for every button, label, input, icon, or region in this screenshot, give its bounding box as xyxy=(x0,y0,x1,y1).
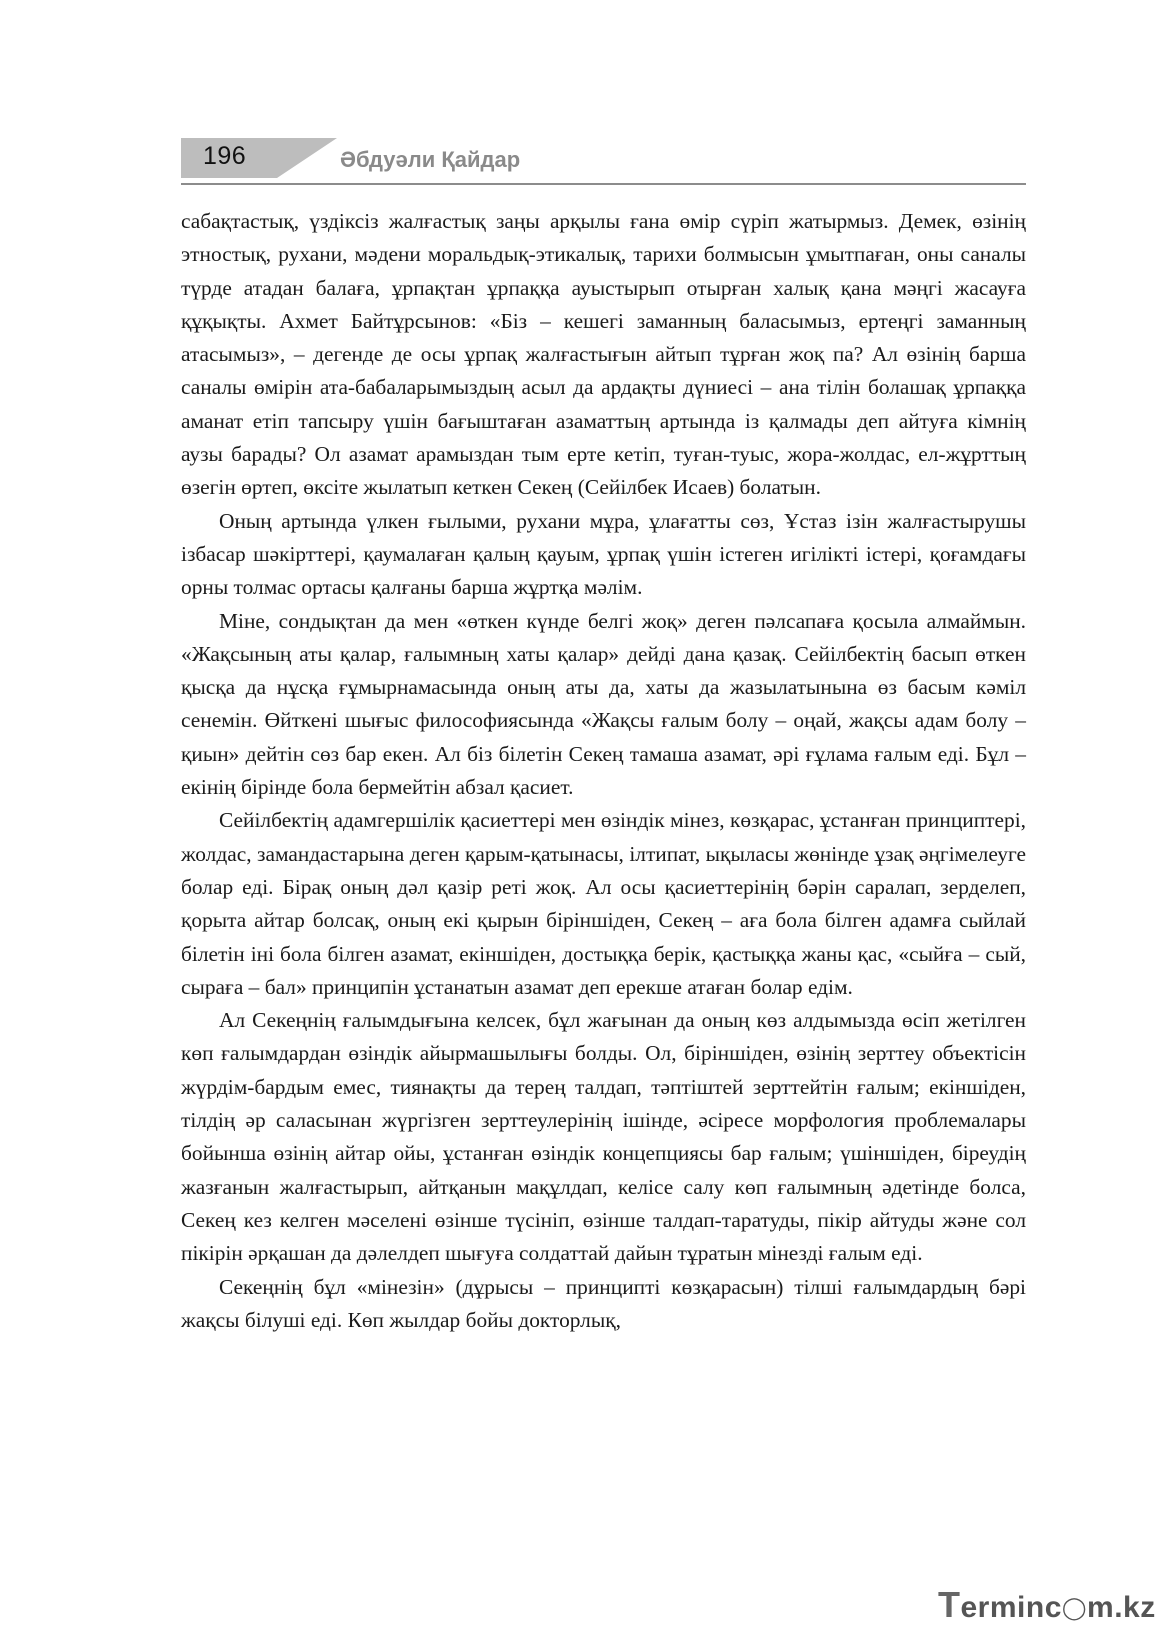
paragraph-3: Міне, сондықтан да мен «өткен күнде белгі жоқ» деген пәлсапаға қосыла алмаймын. «Жақсының аты қалар, ғалымның хаты қалар» дейді дана қазақ. Сейілбектің басып өткен қысқа да нұсқа ғұмырнамасында оның аты да, хаты да жазылатынына өз басым кәміл сенемін. Өйткені шығыс философиясында «Жақсы ғалым болу – оңай, жақсы адам болу – қиын» дейтін сөз бар екен. Ал біз білетін Секең тамаша азамат, әрі ғұлама ғалым еді. Бұл – екінің бірінде бола бермейтін абзал қасиет. xyxy=(181,608,1026,800)
watermark-tail: m.kz xyxy=(1087,1591,1156,1624)
watermark-rest: erminc xyxy=(960,1591,1062,1624)
paragraph-4: Сейілбектің адамгершілік қасиеттері мен өзіндік мінез, көзқарас, ұстанған принциптері, жолдас, замандастарына деген қарым-қатынасы, ілтипат, ықыласы жөнінде ұзақ әңгімелеуге болар еді. Бірақ оның дәл қазір реті жоқ. Ал осы қасиеттерінің бәрін саралап, зерделеп, қорыта айтар болсақ, оның екі қырын біріншіден, Секең – аға бола білген адамға сыйлай білетін іні бола білген азамат, екіншіден, достыққа берік, қастыққа жаны қас, «сыйға – сый, сыраға – бал» принципін ұстанатын азамат деп ерекше атаған болар едім. xyxy=(181,808,1026,999)
page-number: 196 xyxy=(203,142,247,170)
paragraph-2: Оның артында үлкен ғылыми, рухани мұра, ұлағатты сөз, Ұстаз ізін жалғастырушы ізбасар шәкірттері, қаумалаған қалың қауым, ұрпақ үшін істеген игілікті істері, қоғамдағы орны толмас ортасы қалғаны барша жұртқа мәлім. xyxy=(181,508,1026,600)
watermark-o: ◯ xyxy=(1061,1595,1088,1620)
page-header xyxy=(181,138,1026,186)
watermark-t: T xyxy=(938,1584,961,1625)
page-number-tab-slope xyxy=(277,138,337,178)
paragraph-1: сабақтастық, үздіксіз жалғастық заңы арқылы ғана өмір сүріп жатырмыз. Демек, өзінің этностық, рухани, мәдени моральдық-этикалық, тарихи болмысын ұмытпаған, оны саналы түрде атадан балаға, ұрпақтан ұрпаққа ауыстырып отырған халық қана мәңгі жасауға құқықты. Ахмет Байтұрсынов: «Біз – кешегі заманның баласымыз, ертеңгі заманның атасымыз», – дегенде де осы ұрпақ жалғастығын айтып тұрған жоқ па? Ал өзінің барша саналы өмірін ата-бабаларымыздың асыл да ардақты дүниесі – ана тілін болашақ ұрпаққа аманат етіп тапсыру үшін бағыштаған азаматтың артында із қалмады деп айтуға кімнің аузы барады? Ол азамат арамыздан тым ерте кетіп, туған-туыс, жора-жолдас, ел-жұрттың өзегін өртеп, өксіте жылатып кеткен Секең (Сейілбек Исаев) болатын. xyxy=(181,209,1026,500)
paragraph-6: Секеңнің бұл «мінезін» (дұрысы – принципті көзқарасын) тілші ғалымдардың бәрі жақсы білуші еді. Көп жылдар бойы докторлық, xyxy=(181,1274,1026,1332)
termincom-watermark-logo xyxy=(938,1584,1156,1626)
paragraph-5: Ал Секеңнің ғалымдығына келсек, бұл жағынан да оның көз алдымызда өсіп жетілген көп ғалымдардан өзіндік айырмашылығы болды. Ол, біріншіден, өзінің зерттеу объектісін жүрдім-бардым емес, тиянақты да терең талдап, тәптіштей зерттейтін ғалым; екіншіден, тілдің әр саласынан жүргізген зерттеулерінің ішінде, әсіресе морфология проблемалары бойынша өзінің айтар ойы, ұстанған өзіндік концепциясы бар ғалым; үшіншіден, біреудің жазғанын жалғастырып, айтқанын мақұлдап, келісе салу көп ғалымның әдетінде болса, Секең кез келген мәселені өзінше түсініп, өзінше талдап-таратуды, пікір айтуды және сол пікірін әрқашан да дәлелдеп шығуға солдаттай дайын тұратын мінезді ғалым еді. xyxy=(181,1008,1026,1266)
body-text xyxy=(181,205,1026,1337)
running-title: Әбдуәли Қайдар xyxy=(340,147,521,172)
header-rule xyxy=(181,183,1026,185)
